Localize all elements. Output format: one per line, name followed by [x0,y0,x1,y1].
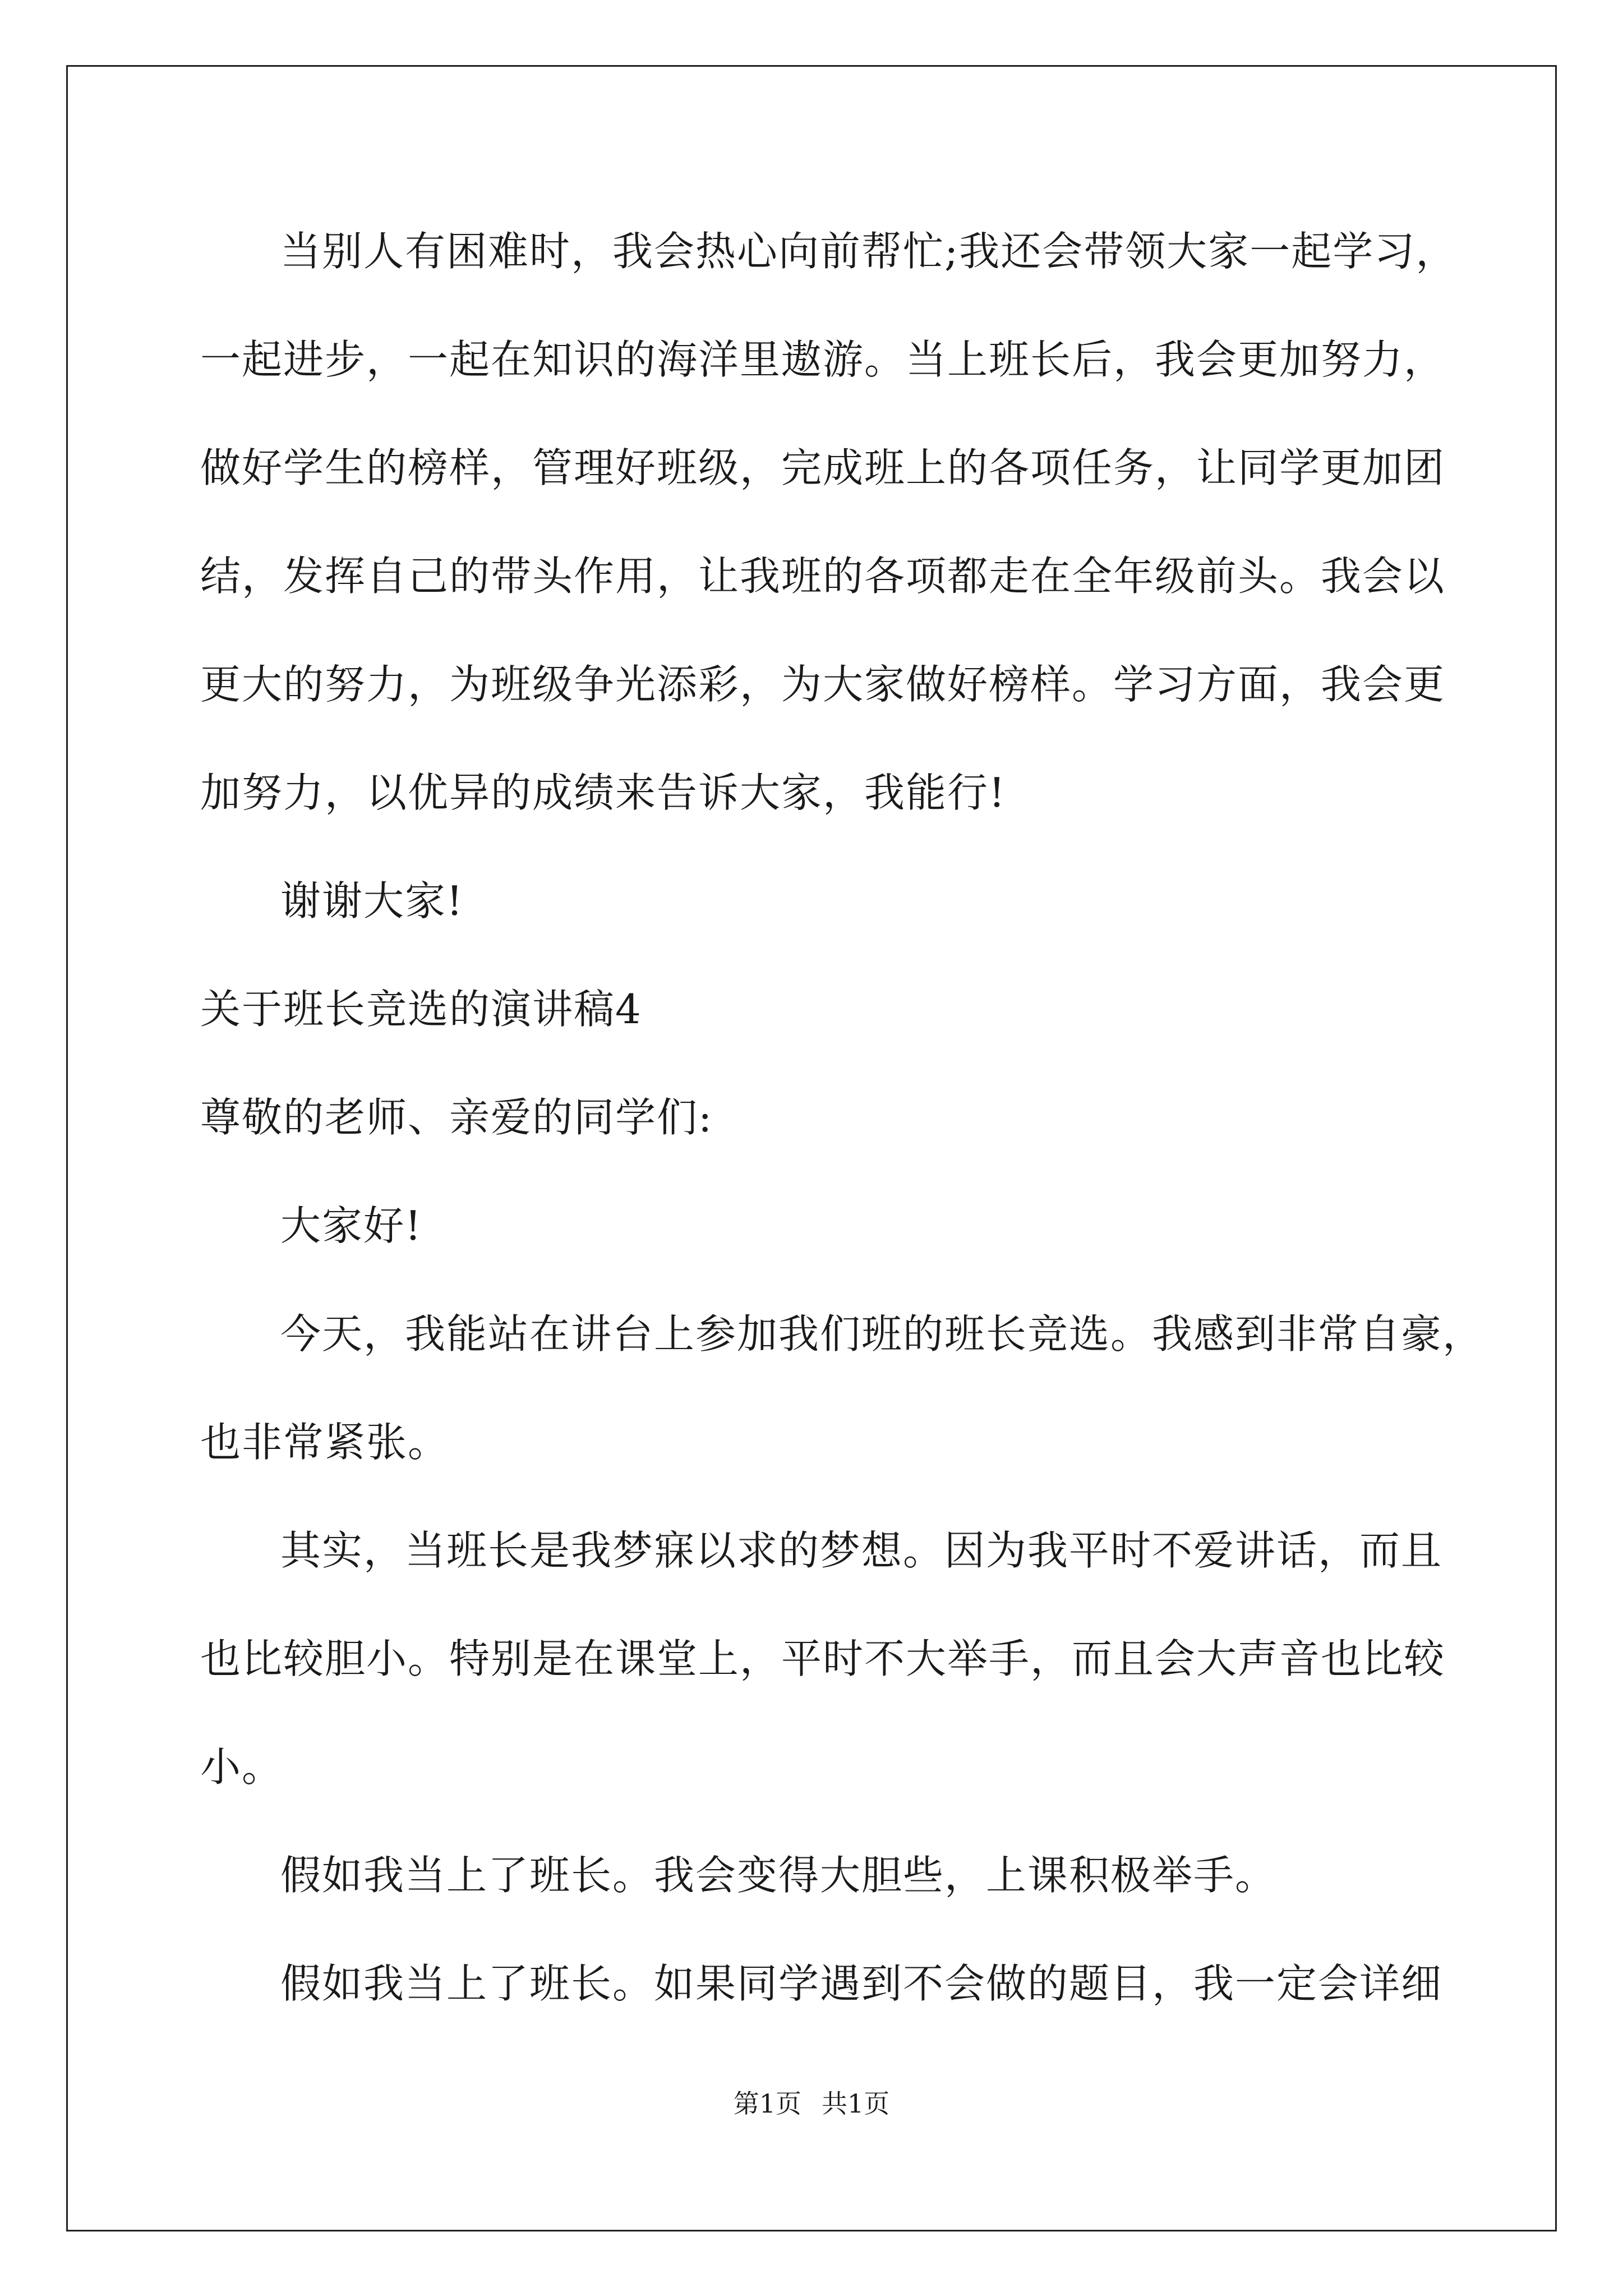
text-line: 当别人有困难时，我会热心向前帮忙;我还会带领大家一起学习， [280,228,1458,275]
text-line: 做好学生的榜样，管理好班级，完成班上的各项任务，让同学更加团 [200,444,1446,491]
text-line: 大家好! [280,1202,422,1249]
page-border [66,65,1557,2231]
text-line: 小。 [200,1743,284,1791]
text-line: 也非常紧张。 [200,1419,450,1466]
salutation: 尊敬的老师、亲爱的同学们: [200,1094,713,1141]
text-line: 结，发挥自己的带头作用，让我班的各项都走在全年级前头。我会以 [200,553,1446,600]
text-line: 假如我当上了班长。如果同学遇到不会做的题目，我一定会详细 [280,1960,1443,2007]
page-footer [0,2087,1623,2120]
text-line: 假如我当上了班长。我会变得大胆些，上课积极举手。 [280,1852,1277,1899]
text-line: 加努力，以优异的成绩来告诉大家，我能行! [200,769,1006,816]
text-line: 一起进步，一起在知识的海洋里遨游。当上班长后，我会更加努力， [200,336,1446,383]
text-line: 更大的努力，为班级争光添彩，为大家做好榜样。学习方面，我会更 [200,661,1446,708]
page-total: 共1页 [822,2088,890,2119]
text-line: 今天，我能站在讲台上参加我们班的班长竞选。我感到非常自豪， [280,1310,1484,1358]
section-heading: 关于班长竞选的演讲稿4 [200,986,642,1033]
text-line: 也比较胆小。特别是在课堂上，平时不大举手，而且会大声音也比较 [200,1635,1446,1682]
page-number: 第1页 [733,2088,801,2119]
text-line: 其实，当班长是我梦寐以求的梦想。因为我平时不爱讲话，而且 [280,1527,1443,1574]
text-line: 谢谢大家! [280,877,464,924]
